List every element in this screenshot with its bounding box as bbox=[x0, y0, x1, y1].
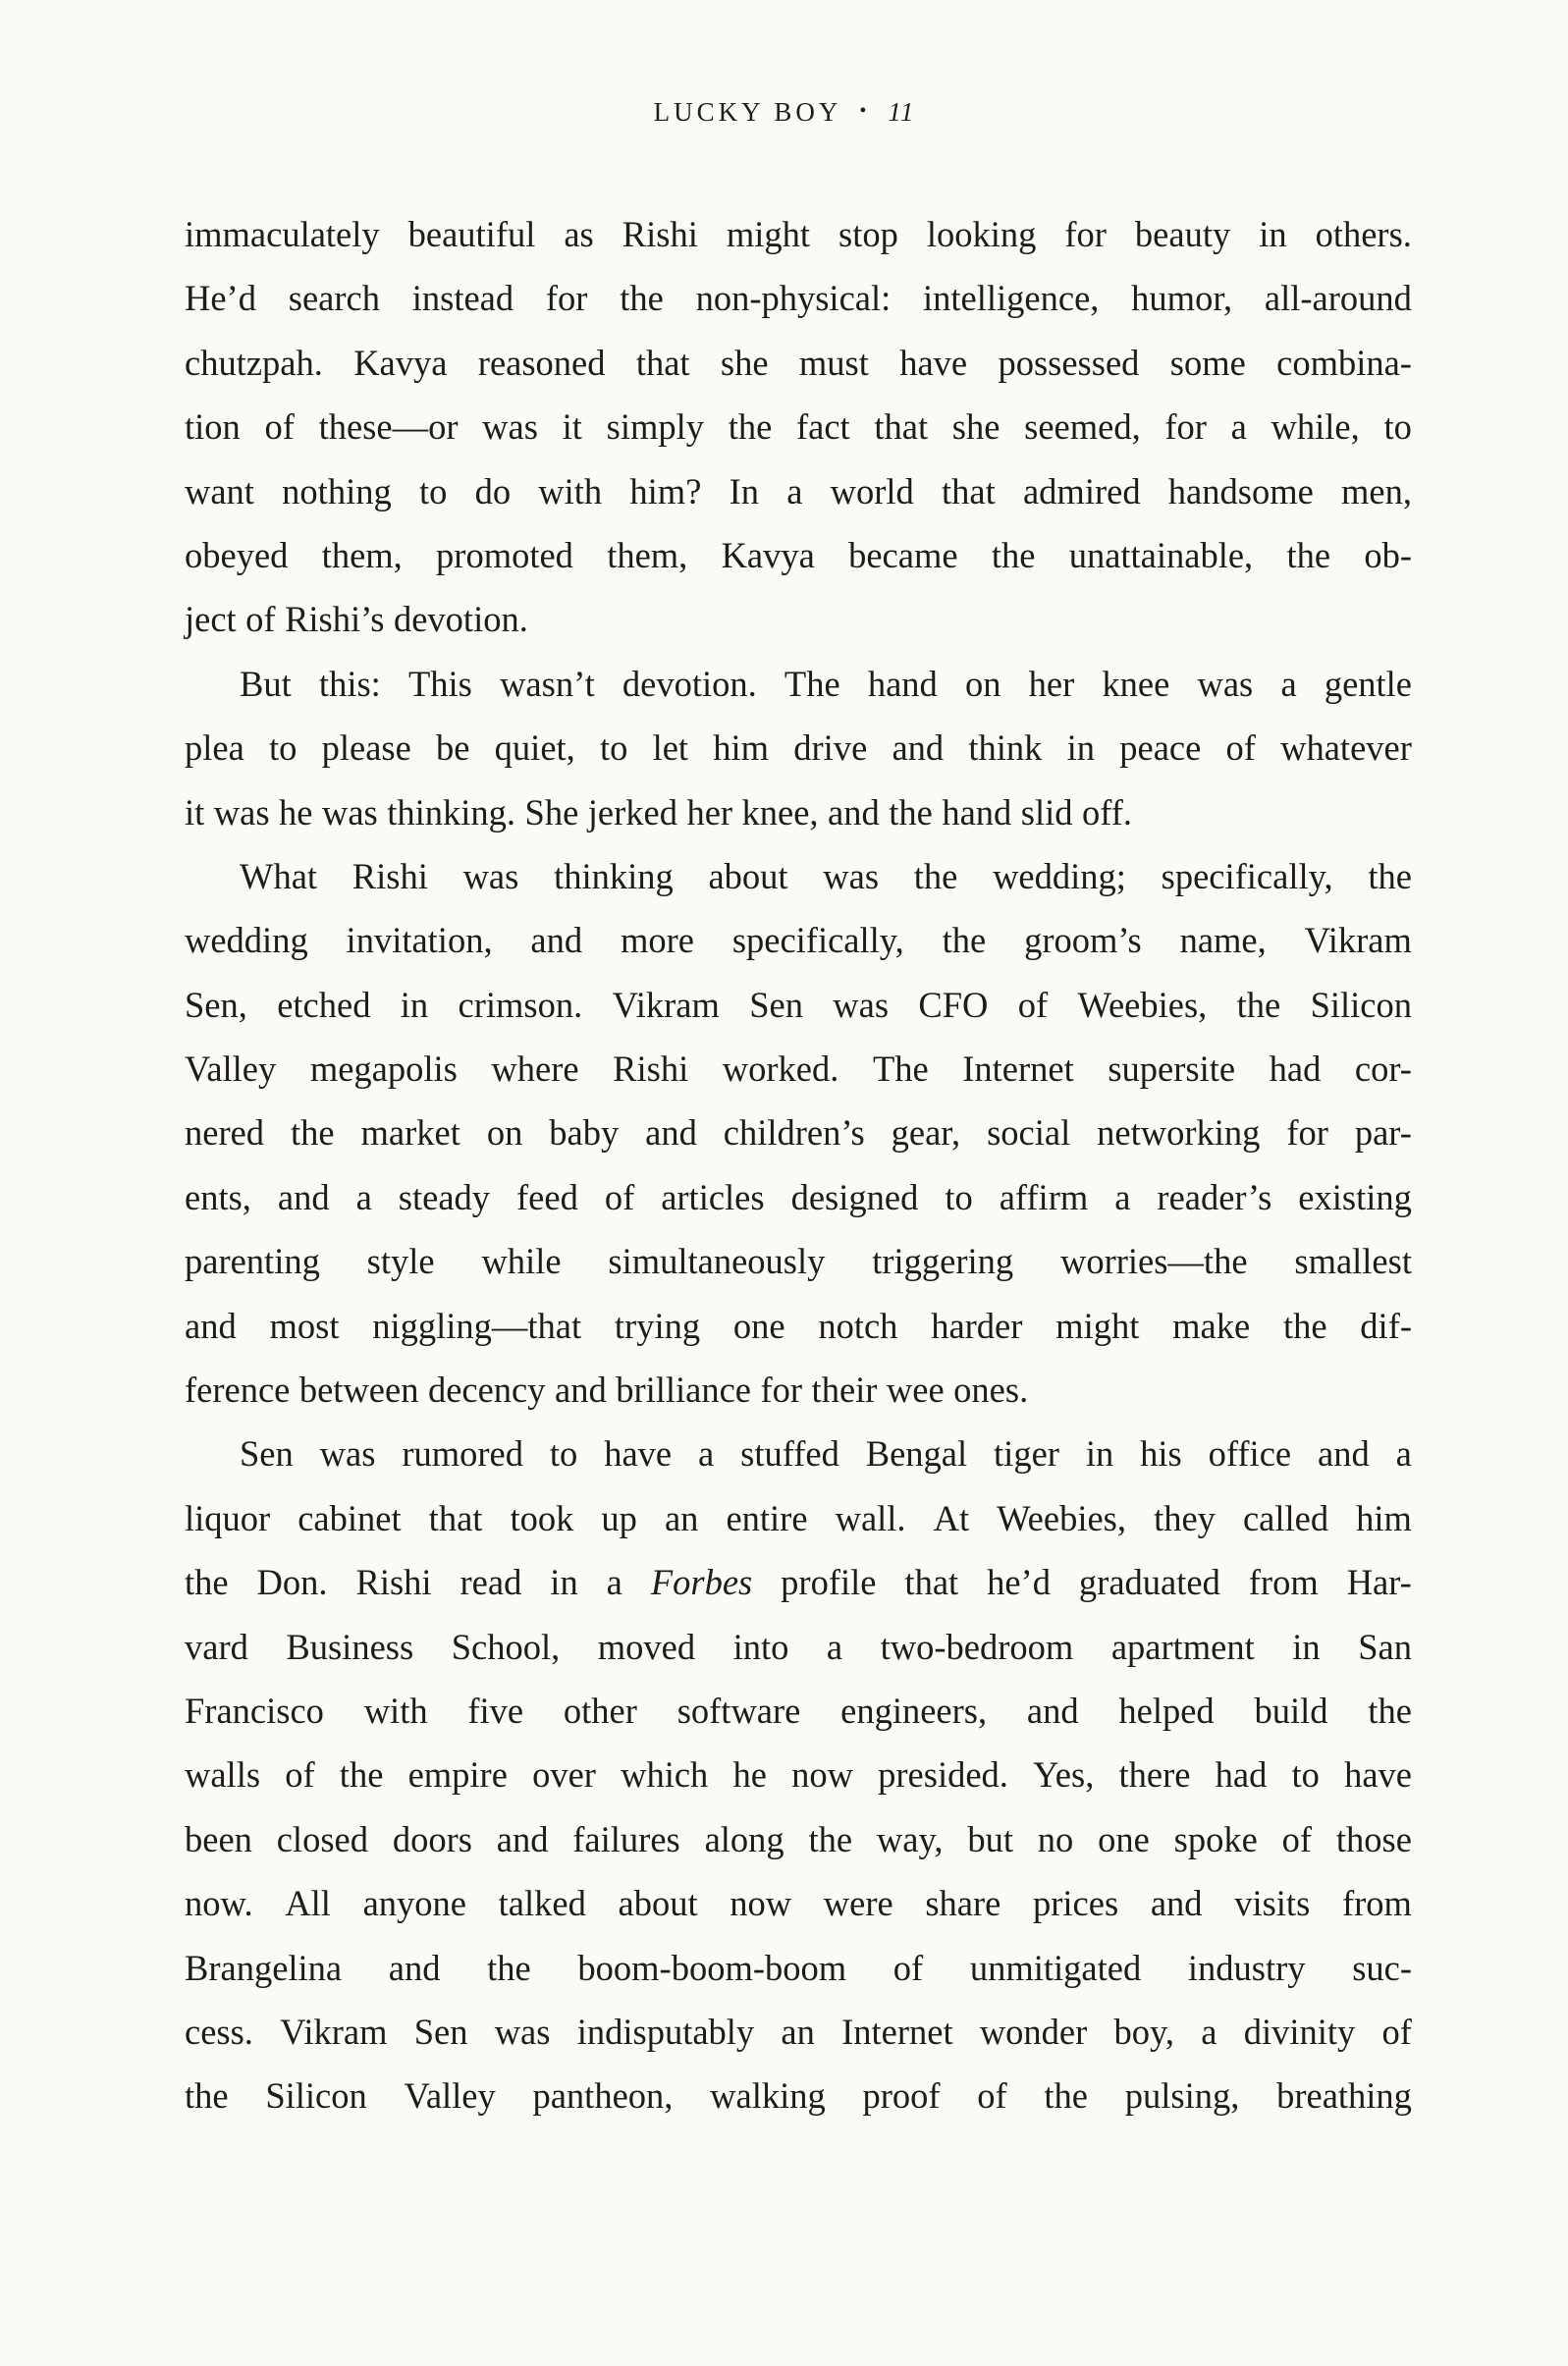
running-head bbox=[0, 92, 1568, 134]
text-line: wedding invitation, and more specifically, the groom’s name, Vikram bbox=[185, 920, 1412, 961]
text-line: Francisco with five other software engineers, and helped build the bbox=[185, 1690, 1412, 1731]
separator-dot: • bbox=[859, 100, 867, 122]
book-title: LUCKY BOY bbox=[653, 97, 842, 127]
text-line: walls of the empire over which he now presided. Yes, there had to have bbox=[185, 1754, 1412, 1796]
text-line: and most niggling—that trying one notch harder might make the dif- bbox=[185, 1305, 1412, 1346]
text-line: Valley megapolis where Rishi worked. The Internet supersite had cor- bbox=[185, 1049, 1412, 1090]
text-line: Sen, etched in crimson. Vikram Sen was CFO of Weebies, the Silicon bbox=[185, 984, 1412, 1025]
text-line: plea to please be quiet, to let him drive and think in peace of whatever bbox=[185, 727, 1412, 769]
text-line: cess. Vikram Sen was indisputably an Internet wonder boy, a divinity of bbox=[185, 2011, 1412, 2052]
text-line: ject of Rishi’s devotion. bbox=[185, 599, 528, 640]
text-line: it was he was thinking. She jerked her knee, and the hand slid off. bbox=[185, 791, 1133, 833]
text-line: chutzpah. Kavya reasoned that she must have possessed some combina- bbox=[185, 342, 1412, 383]
text-line: nered the market on baby and children’s gear, social networking for par- bbox=[185, 1112, 1412, 1154]
page-number: 11 bbox=[888, 97, 915, 127]
text-line: the Silicon Valley pantheon, walking proof of the pulsing, breathing bbox=[185, 2075, 1412, 2117]
text-line: Brangelina and the boom-boom-boom of unmitigated industry suc- bbox=[185, 1947, 1412, 1988]
text-line: What Rishi was thinking about was the wedding; specifically, the bbox=[240, 855, 1412, 896]
text-line: ference between decency and brilliance for their wee ones. bbox=[185, 1370, 1029, 1411]
body-text bbox=[185, 202, 1412, 2128]
text-line: the Don. Rishi read in a Forbes profile that he’d graduated from Har- bbox=[185, 1562, 1412, 1603]
text-line: obeyed them, promoted them, Kavya became the unattainable, the ob- bbox=[185, 534, 1412, 575]
text-line: He’d search instead for the non-physical: intelligence, humor, all-around bbox=[185, 278, 1412, 319]
text-line: Sen was rumored to have a stuffed Bengal tiger in his office and a bbox=[240, 1433, 1412, 1475]
text-line: vard Business School, moved into a two-bedroom apartment in San bbox=[185, 1626, 1412, 1667]
text-line: But this: This wasn’t devotion. The hand on her knee was a gentle bbox=[240, 663, 1412, 704]
text-line: now. All anyone talked about now were share prices and visits from bbox=[185, 1883, 1412, 1924]
text-line: immaculately beautiful as Rishi might stop looking for beauty in others. bbox=[185, 214, 1412, 254]
text-line: liquor cabinet that took up an entire wall. At Weebies, they called him bbox=[185, 1497, 1412, 1538]
text-line: want nothing to do with him? In a world that admired handsome men, bbox=[185, 470, 1412, 511]
text-line: ents, and a steady feed of articles designed to affirm a reader’s existing bbox=[185, 1176, 1412, 1217]
text-line: been closed doors and failures along the way, but no one spoke of those bbox=[185, 1818, 1412, 1859]
text-line: parenting style while simultaneously triggering worries—the smallest bbox=[185, 1241, 1412, 1282]
text-line: tion of these—or was it simply the fact that she seemed, for a while, to bbox=[185, 406, 1412, 448]
